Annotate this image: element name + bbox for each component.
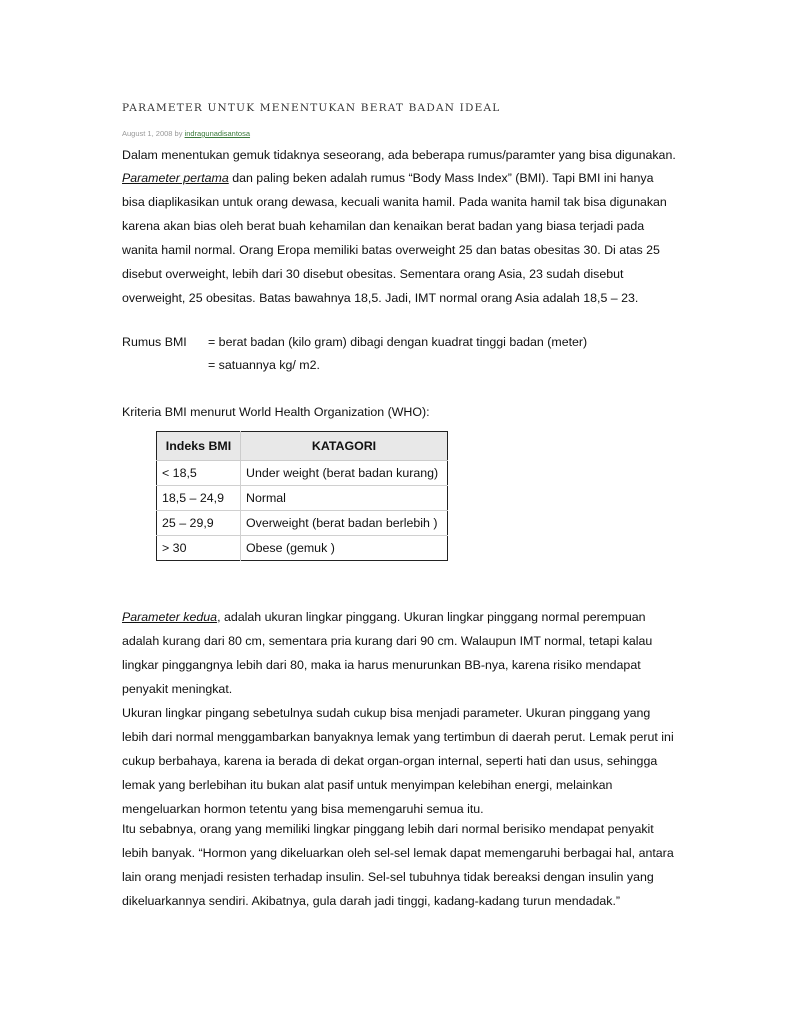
para3-line-0: Ukuran lingkar pingang sebetulnya sudah cukup bisa menjadi parameter. Ukuran pinggang yang [122,706,651,720]
table-header-katagori: KATAGORI [241,432,448,461]
author-link[interactable]: indragunadisantosa [184,129,251,138]
table-cell-katagori: Obese (gemuk ) [246,541,335,555]
para3-line-1: lebih dari normal menggambarkan banyaknya lemak yang tertimbun di daerah perut. Lemak perut ini [122,730,674,744]
table-row [157,461,448,486]
param1-line-2: karena akan bias oleh berat buah kehamilan dan kenaikan berat badan yang biasa terjadi pada [122,219,645,233]
who-bmi-table [156,431,448,561]
article-title: PARAMETER UNTUK MENENTUKAN BERAT BADAN IDEAL [122,102,501,114]
table-cell-indeks: > 30 [157,536,241,561]
param2-line-1: adalah kurang dari 80 cm, sementara pria kurang dari 90 cm. Walaupun IMT normal, tetapi kalau [122,634,653,648]
param1-last-line: overweight, 25 obesitas. Batas bawahnya 18,5. Jadi, IMT normal orang Asia adalah 18,5 – 23. [122,291,639,305]
table-cell-indeks: < 18,5 [157,461,241,486]
table-cell-katagori: Overweight (berat badan berlebih ) [241,511,448,536]
table-cell-indeks: 25 – 29,9 [157,511,241,536]
parameter-kedua-label: Parameter kedua [122,610,218,624]
para4-last-line: dikeluarkannya sendiri. Akibatnya, gula darah jadi tinggi, kadang-kadang turun mendadak.” [122,894,621,908]
table-cell-katagori: Under weight (berat badan kurang) [241,461,448,486]
table-header-row [157,432,448,461]
param1-line-1: bisa diaplikasikan untuk orang dewasa, kecuali wanita hamil. Pada wanita hamil tak bisa digunakan [122,195,667,209]
table-row [157,486,448,511]
param1-line-0: dan paling beken adalah rumus “Body Mass Index” (BMI). Tapi BMI ini hanya [228,171,654,185]
table-cell-indeks: 18,5 – 24,9 [157,486,241,511]
para3-last-line: mengeluarkan hormon tetentu yang bisa memengaruhi semua itu. [122,802,484,816]
para4-line-0: Itu sebabnya, orang yang memiliki lingkar pinggang lebih dari normal berisiko mendapat penyakit [122,822,654,836]
table-row [157,511,448,536]
param2-line-0: , adalah ukuran lingkar pinggang. Ukuran lingkar pinggang normal perempuan [217,610,646,624]
param2-last-line: penyakit meningkat. [122,682,233,696]
who-heading-text: Kriteria BMI menurut World Health Organization (WHO): [122,405,430,419]
param2-first-line [122,610,670,624]
para3-line-3: lemak yang berlebihan itu bukan alat pasif untuk menyimpan kelebihan energi, melainkan [122,778,613,792]
article-meta [122,129,250,138]
table-cell-katagori: Normal [241,486,448,511]
rumus-bmi-line-2: = satuannya kg/ m2. [208,358,320,372]
para4-line-2: lain orang menjadi resisten terhadap insulin. Sel-sel tubuhnya tidak bereaksi dengan insulin yang [122,870,654,884]
table-header-indeks: Indeks BMI [157,432,241,461]
param1-line-4: disebut overweight, lebih dari 30 disebut obesitas. Sementara orang Asia, 23 sudah disebut [122,267,624,281]
rumus-bmi-label: Rumus BMI [122,335,187,349]
article-date: August 1, 2008 by [122,129,185,138]
param1-first-line [122,171,670,185]
rumus-bmi-line-1: = berat badan (kilo gram) dibagi dengan kuadrat tinggi badan (meter) [208,335,588,349]
parameter-pertama-label: Parameter pertama [122,171,229,185]
table-row [157,536,448,561]
param1-line-3: wanita hamil normal. Orang Eropa memiliki batas overweight 25 dan batas obesitas 30. Di atas 25 [122,243,660,257]
param2-line-2: lingkar pinggangnya lebih dari 80, maka ia harus menurunkan BB-nya, karena risiko mendapat [122,658,641,672]
para3-line-2: cukup berbahaya, karena ia berada di dekat organ-organ internal, seperti hati dan usus, sehingga [122,754,658,768]
intro-line: Dalam menentukan gemuk tidaknya seseorang, ada beberapa rumus/paramter yang bisa digunakan. [122,148,676,162]
para4-line-1: lebih banyak. “Hormon yang dikeluarkan oleh sel-sel lemak dapat memengaruhi berbagai hal, antara [122,846,674,860]
